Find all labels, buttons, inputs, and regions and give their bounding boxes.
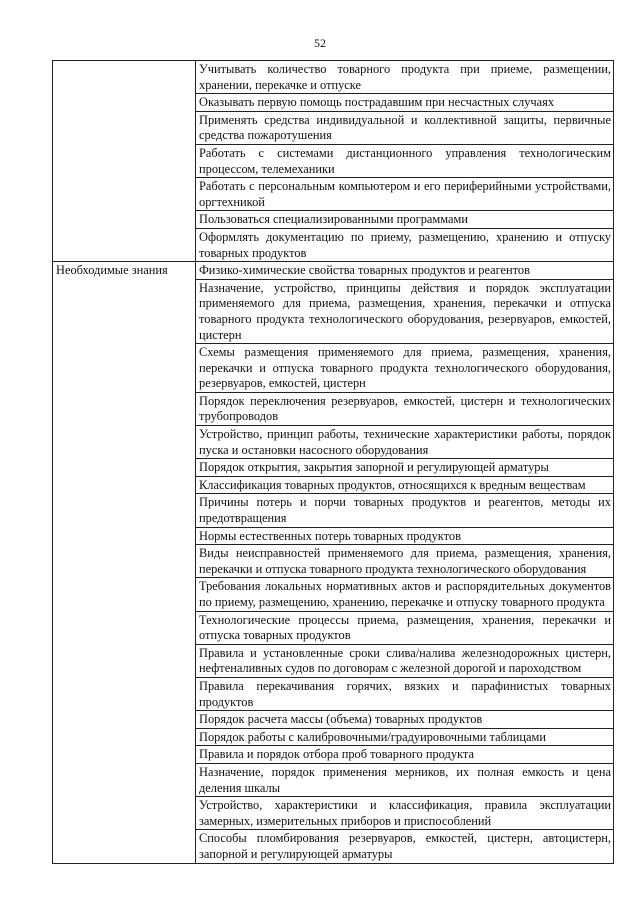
knowledge-item: Нормы естественных потерь товарных продуктов — [196, 527, 614, 545]
knowledge-item: Способы пломбирования резервуаров, емкостей, цистерн, автоцистерн, запорной и регулирующей арматуры — [196, 830, 614, 863]
knowledge-item: Правила и порядок отбора проб товарного продукта — [196, 746, 614, 764]
knowledge-item: Порядок переключения резервуаров, емкостей, цистерн и технологических трубопроводов — [196, 392, 614, 425]
knowledge-item: Схемы размещения применяемого для приема, размещения, хранения, перекачки и отпуска товарного продукта технологического оборудования, резервуаров, емкостей, цистерн — [196, 344, 614, 393]
knowledge-item: Порядок расчета массы (объема) товарных продуктов — [196, 711, 614, 729]
knowledge-item: Порядок работы с калибровочными/градуировочными таблицами — [196, 728, 614, 746]
knowledge-item: Физико-химические свойства товарных продуктов и реагентов — [196, 262, 614, 280]
page-number: 52 — [314, 36, 326, 50]
skill-item: Работать с персональным компьютером и его периферийными устройствами, оргтехникой — [196, 178, 614, 211]
knowledge-item: Классификация товарных продуктов, относящихся к вредным веществам — [196, 476, 614, 494]
knowledge-item: Правила и установленные сроки слива/налива железнодорожных цистерн, нефтеналивных судов по договорам с железной дорогой и пароходством — [196, 644, 614, 677]
skill-item: Применять средства индивидуальной и коллективной защиты, первичные средства пожаротушения — [196, 111, 614, 144]
skills-label-cell — [53, 61, 196, 262]
knowledge-item: Устройство, принцип работы, технические характеристики работы, порядок пуска и остановки насосного оборудования — [196, 426, 614, 459]
knowledge-item: Причины потерь и порчи товарных продуктов и реагентов, методы их предотвращения — [196, 494, 614, 527]
knowledge-item: Устройство, характеристики и классификация, правила эксплуатации замерных, измерительных приборов и приспособлений — [196, 797, 614, 830]
skill-item: Пользоваться специализированными программами — [196, 211, 614, 229]
knowledge-item: Назначение, устройство, принципы действия и порядок эксплуатации применяемого для приема, размещения, хранения, перекачки и отпуска товарного продукта технологического оборудования, резервуаров, емкостей, цистерн — [196, 279, 614, 343]
knowledge-item: Назначение, порядок применения мерников, их полная емкость и цена деления шкалы — [196, 763, 614, 796]
table-row — [53, 61, 614, 94]
table-body — [53, 61, 614, 864]
skill-item: Работать с системами дистанционного управления технологическим процессом, телемеханики — [196, 144, 614, 177]
knowledge-item: Порядок открытия, закрытия запорной и регулирующей арматуры — [196, 459, 614, 477]
knowledge-item: Требования локальных нормативных актов и распорядительных документов по приему, размещению, хранению, перекачке и отпуску товарного продукта — [196, 578, 614, 611]
skill-item: Оказывать первую помощь пострадавшим при несчастных случаях — [196, 94, 614, 112]
skill-item: Оформлять документацию по приему, размещению, хранению и отпуску товарных продуктов — [196, 228, 614, 261]
knowledge-item: Виды неисправностей применяемого для приема, размещения, хранения, перекачки и отпуска товарного продукта технологического оборудования — [196, 545, 614, 578]
skill-item: Учитывать количество товарного продукта при приеме, размещении, хранении, перекачке и отпуске — [196, 61, 614, 94]
table-row — [53, 262, 614, 280]
knowledge-item: Технологические процессы приема, размещения, хранения, перекачки и отпуска товарных продуктов — [196, 611, 614, 644]
knowledge-label: Необходимые знания — [53, 262, 196, 863]
competency-table — [52, 60, 614, 864]
knowledge-item: Правила перекачивания горячих, вязких и парафинистых товарных продуктов — [196, 677, 614, 710]
